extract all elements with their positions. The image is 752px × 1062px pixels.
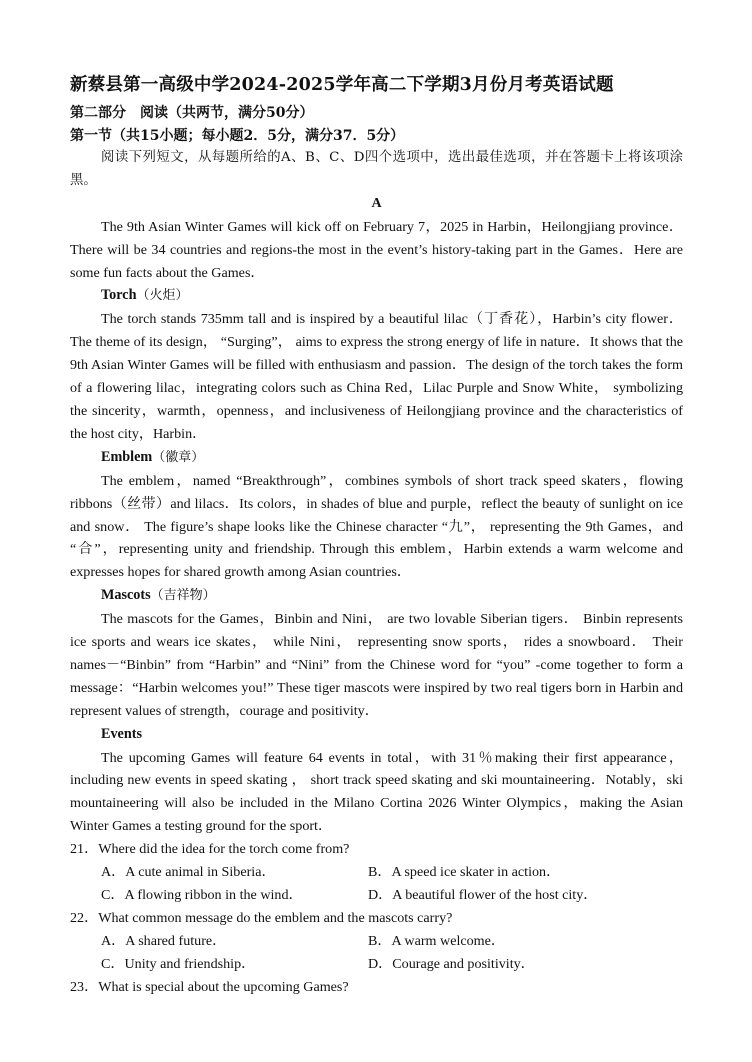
option-a[interactable]: A．A shared future． <box>101 932 227 949</box>
passage-label: A <box>371 195 382 211</box>
question-22 <box>70 907 683 930</box>
torch-heading-en: Torch <box>101 287 137 304</box>
emblem-heading <box>70 446 683 470</box>
question-21 <box>70 838 683 861</box>
events-heading <box>70 723 683 747</box>
instructions: 阅读下列短文，从每题所给的A、B、C、D四个选项中，选出最佳选项，并在答题卡上将该项涂黑。 <box>70 150 683 188</box>
exam-page <box>70 72 683 999</box>
question-stem: What is special about the upcoming Games? <box>98 978 349 995</box>
option-b[interactable]: B．A warm welcome． <box>368 932 505 949</box>
options-row <box>70 953 683 976</box>
mascots-paragraph: The mascots for the Games，Binbin and Nini， are two lovable Siberian tigers． Binbin represents ice sports and wears ice skates， while Nini， representing snow sports， rides a snowboard． Their names－“Binbin” from “Harbin” and “Nini” from the Chinese word for “you” -come together to form a message：“Harbin welcomes you!” These tiger mascots were inspired by two real tigers born in Harbin and represent values of strength，courage and positivity． <box>70 611 683 719</box>
mascots-heading-en: Mascots <box>101 587 151 604</box>
subsection-heading: 第一节（共15小题；每小题2．5分，满分37．5分） <box>70 127 405 144</box>
mascots-heading <box>70 584 683 608</box>
option-b[interactable]: B．A speed ice skater in action． <box>368 864 561 881</box>
options-row <box>70 930 683 953</box>
question-number: 22． <box>70 909 99 926</box>
events-heading-en: Events <box>101 725 142 742</box>
exam-title: 新蔡县第一高级中学2024-2025学年高二下学期3月份月考英语试题 <box>70 75 614 95</box>
option-d[interactable]: D．Courage and positivity． <box>368 955 535 972</box>
torch-heading-zh: （火炬） <box>136 288 189 304</box>
question-23 <box>70 976 683 999</box>
part-label: 第二部分 <box>70 105 126 121</box>
options-row <box>70 861 683 884</box>
option-d[interactable]: D．A beautiful flower of the host city． <box>368 887 598 903</box>
part-name: 阅读（共两节，满分50分） <box>140 105 314 121</box>
emblem-heading-en: Emblem <box>101 448 153 465</box>
part-heading <box>70 102 683 125</box>
torch-heading <box>70 284 683 308</box>
emblem-paragraph: The emblem，named “Breakthrough”，combines symbols of short track speed skaters，flowing ribbons（丝带）and lilacs．Its colors，in shades of blue and purple，reflect the beauty of sunlight on ice and snow． The figure’s shape looks like the Chinese character “九”， representing the 9th Games，and “合”，representing unity and friendship. Through this emblem，Harbin extends a warm welcome and expresses hopes for shared growth among Asian countries． <box>70 472 683 581</box>
option-c[interactable]: C．Unity and friendship． <box>101 955 256 972</box>
emblem-heading-zh: （徽章） <box>152 449 205 465</box>
option-a[interactable]: A．A cute animal in Siberia． <box>101 864 276 881</box>
options-row <box>70 884 683 907</box>
option-c[interactable]: C．A flowing ribbon in the wind． <box>101 887 303 903</box>
mascots-heading-zh: （吉祥物） <box>150 588 216 604</box>
question-stem: What common message do the emblem and the mascots carry? <box>98 909 453 926</box>
question-number: 21． <box>70 841 99 858</box>
question-stem: Where did the idea for the torch come from? <box>98 841 350 858</box>
torch-paragraph: The torch stands 735mm tall and is inspired by a beautiful lilac（丁香花），Harbin’s city flower． The theme of its design， “Surging”， aims to express the strong energy of life in nature．It shows that the 9th Asian Winter Games will be filled with enthusiasm and passion．The design of the torch takes the form of a flowering lilac，integrating colors such as China Red，Lilac Purple and Snow White， symbolizing the sincerity，warmth，openness，and inclusiveness of Heilongjiang province and the characteristics of the host city，Harbin． <box>70 311 683 442</box>
events-paragraph: The upcoming Games will feature 64 events in total，with 31％making their first appearance，including new events in speed skating ， short track speed skating and ski mountaineering．Notably，ski mountaineering will also be included in the Milano Cortina 2026 Winter Olympics，making the Asian Winter Games a testing ground for the sport． <box>70 749 683 835</box>
passage-intro: The 9th Asian Winter Games will kick off on February 7，2025 in Harbin，Heilongjiang province．There will be 34 countries and regions-the most in the event’s history-taking part in the Games．Here are some fun facts about the Games． <box>70 218 683 281</box>
question-number: 23． <box>70 978 99 995</box>
